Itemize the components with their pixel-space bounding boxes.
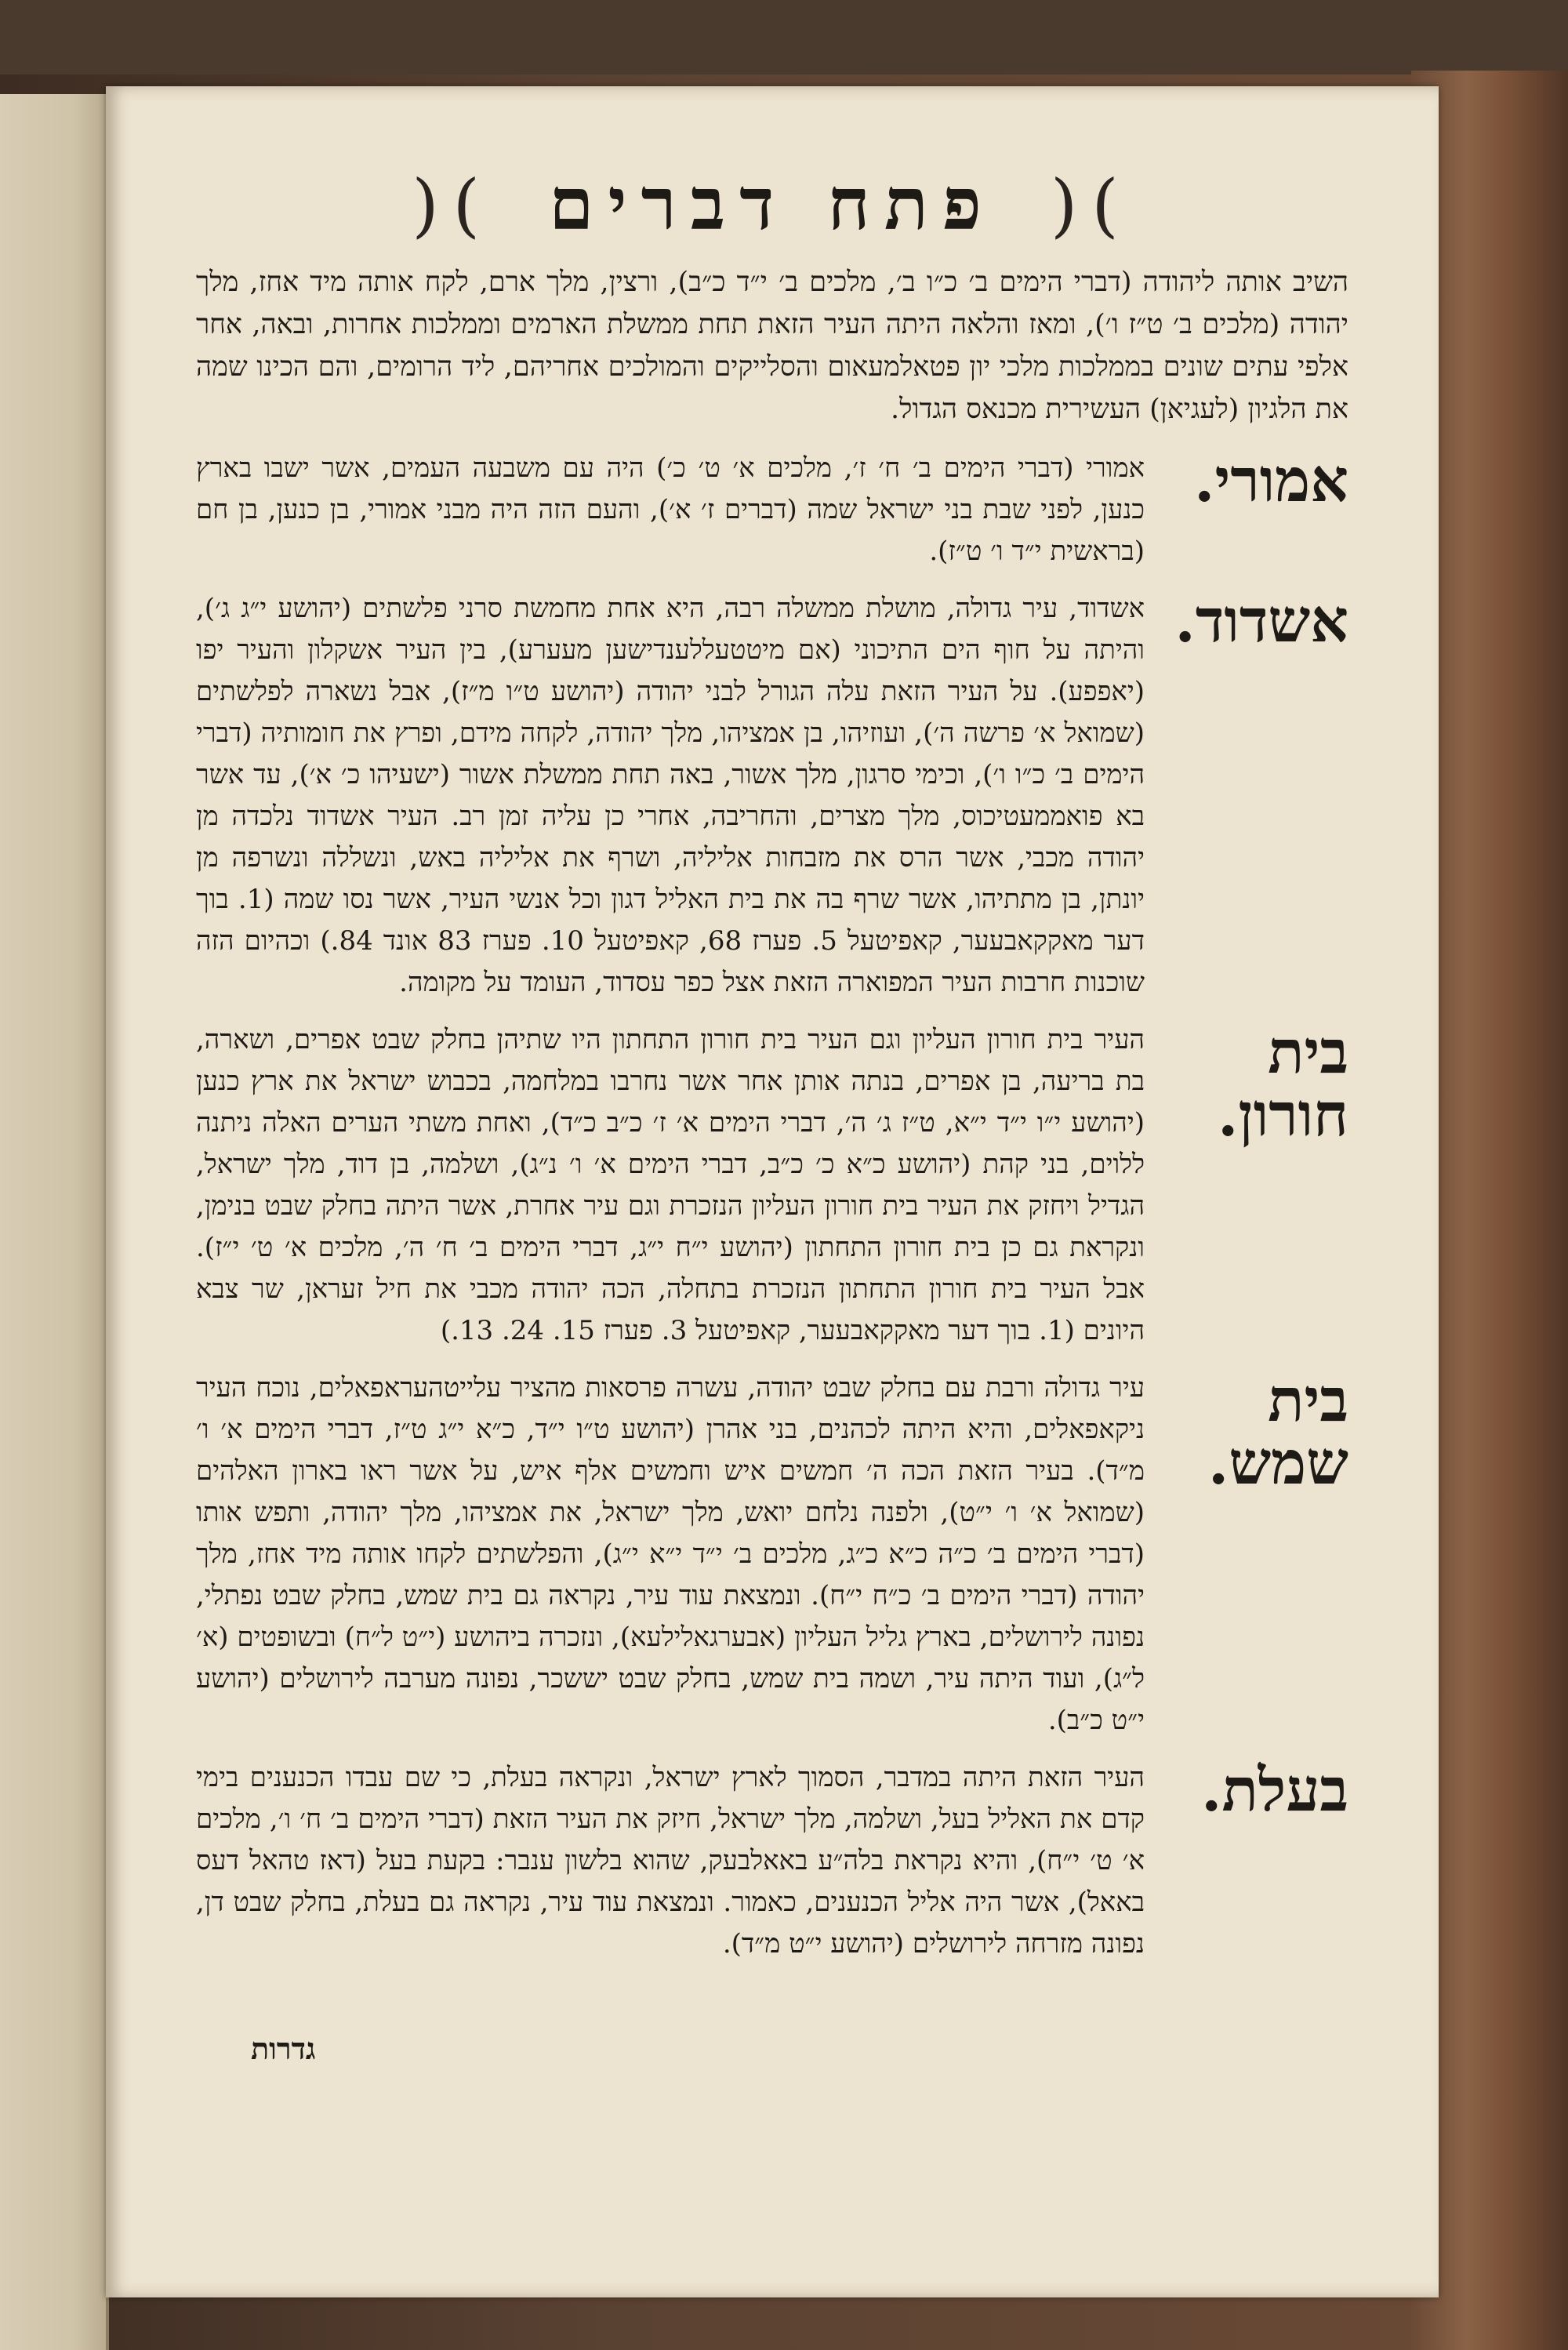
entry-headword: אשדוד.	[1174, 586, 1348, 656]
entry-body: אמורי (דברי הימים ב׳ ח׳ ז׳, מלכים א׳ ט׳ כ׳) היה עם משבעה העמים, אשר ישבו בארץ כנען, לפני שבת בני ישראל שמה (דברים ז׳ א׳), והעם הזה היה מבני אמורי, בן כנען, בן חם (בראשית י״ד ו׳ ט״ז).	[196, 452, 1145, 568]
entry-body: העיר הזאת היתה במדבר, הסמוך לארץ ישראל, ונקראה בעלת, כי שם עבדו הכנענים בימי קדם את האליל בעל, ושלמה, מלך ישראל, חיזק את העיר הזאת (דברי הימים ב׳ ח׳ ו׳, מלכים א׳ ט׳ י״ח), והיא נקראת בלה״ע באאלבעק, שהוא בלשון ענבר: בקעת בעל (דאז טהאל דעס באאל), אשר היה אליל הכנענים, כאמור. ונמצאת עוד עיר, נקראה גם בעלת, בחלק שבט דן, נפונה מזרחה לירושלים (יהושע י״ט מ״ד).	[196, 1762, 1145, 1960]
entry-body: אשדוד, עיר גדולה, מושלת ממשלה רבה, היא אחת מחמשת סרני פלשתים (יהושע י״ג ג׳), והיתה על חוף הים התיכוני (אם מיטטעללענדישען מעערע), בין העיר אשקלון והעיר יפו (יאפפע). על העיר הזאת עלה הגורל לבני יהודה (יהושע ט״ו מ״ז), אבל נשארה לפלשתים (שמואל א׳ פרשה ה׳), ועוזיהו, בן אמציהו, מלך יהודה, לקחה מידם, ופרץ את חומותיה (דברי הימים ב׳ כ״ו ו׳), וכימי סרגון, מלך אשור, באה תחת ממשלת אשור (ישעיהו כ׳ א׳), עד אשר בא פואממעטיכוס, מלך מצרים, והחריבה, אחרי כן עליה זמן רב. העיר אשדוד נלכדה מן יהודה מכבי, אשר הרס את מזבחות אליליה, ושרף את אליליה באש, ונשללה ונשרפה מן יונתן, בן מתתיהו, אשר שרף בה את בית האליל דגון וכל אנשי העיר, אשר נסו שמה (1. בוך דער מאקקאבעער, קאפיטעל 5. פערז 68, קאפיטעל 10. פערז 83 אונד 84.) וכהיום הזה שוכנות חרבות העיר המפוארה הזאת אצל כפר עסדוד, העומד על מקומה.	[196, 593, 1145, 999]
catchword: גדרות	[251, 2031, 316, 2066]
entry-headword: בית שמש.	[1207, 1365, 1348, 1498]
page-title: פתח דברים	[549, 162, 996, 246]
title-ornament-left: )(	[412, 165, 494, 245]
entry-body: עיר גדולה ורבת עם בחלק שבט יהודה, עשרה פרסאות מהציר עלייטהעראפאלים, נוכח העיר ניקאפאלים, והיא היתה לכהנים, בני אהרן (יהושע ט״ו י״ד, כ״א י״ג ט״ז, דברי הימים א׳ ו׳ מ״ד). בעיר הזאת הכה ה׳ חמשים איש וחמשים אלף איש, על אשר ראו בארון האלהים (שמואל א׳ ו׳ י״ט), ולפנה נלחם יואש, מלך ישראל, את אמציהו, מלך יהודה, ותפש אותו (דברי הימים ב׳ כ״ה כ״א כ״ג, מלכים ב׳ י״ד י״א י״ג), והפלשתים לקחו אותה מיד אחז, מלך יהודה (דברי הימים ב׳ כ״ח י״ח). ונמצאת עוד עיר, נקראה גם בית שמש, בחלק שבט נפתלי, נפונה לירושלים, בארץ גליל העליון (אבערגאלילעא), ונזכרה ביהושע (י״ט ל״ח) ובשופטים (א׳ ל״ג), ועוד היתה עיר, ושמה בית שמש, בחלק שבט יששכר, נפונה מערבה לירושלים (יהושע י״ט כ״ב).	[196, 1372, 1145, 1737]
entry-beit-shemesh	[196, 1365, 1348, 1742]
page-title-row	[196, 161, 1348, 247]
entry-beit-horon	[196, 1019, 1348, 1352]
entry-baalat	[196, 1757, 1348, 1965]
entry-headword: בעלת.	[1201, 1755, 1348, 1825]
entry-emori	[196, 445, 1348, 572]
title-ornament-right: )(	[1051, 165, 1133, 245]
entry-ashdod	[196, 588, 1348, 1004]
intro-paragraph: השיב אותה ליהודה (דברי הימים ב׳ כ״ו ב׳, מלכים ב׳ י״ד כ״ב), ורצין, מלך ארם, לקח אותה מיד אחז, מלך יהודה (מלכים ב׳ ט״ז ו׳), ומאז והלאה היתה העיר הזאת תחת ממשלת הארמים וממלכות אחרות, ובאה, אחר אלפי עתים שונים בממלכות מלכי יון פטאלמעאום והסלייקים והמולכים אחריהם, ליד הרומים, והם הכינו שמה את הלגיון (לעגיאן) העשירית מכנאס הגדול.	[196, 267, 1348, 426]
entry-headword: בית חורון.	[1217, 1017, 1348, 1150]
page-text-area	[196, 161, 1348, 2082]
entry-body: העיר בית חורון העליון וגם העיר בית חורון התחתון היו שתיהן בחלק שבט אפרים, ושארה, בת בריעה, בן אפרים, בנתה אותן אחר אשר נחרבו במלחמה, בכבוש ישראל את ארץ כנען (יהושע י״ו י״ד י״א, ט״ז ג׳ ה׳, דברי הימים א׳ ז׳ כ״ב כ״ד), ואחת משתי הערים האלה ניתנה ללוים, בני קהת (יהושע כ״א כ׳ כ״ב, דברי הימים א׳ ו׳ נ״ג), ושלמה, בן דוד, מלך ישראל, הגדיל ויחזק את העיר בית חורון העליון הנזכרת וגם עיר אחרת, אשר היתה בחלק שבט בנימן, ונקראת גם כן בית חורון התחתון (יהושע י״ח י״ג, דברי הימים ב׳ ח׳ ה׳, מלכים א׳ ט׳ י״ז). אבל העיר בית חורון התחתון הנזכרת בתחלה, הכה יהודה מכבי את חיל זעראן, שר צבא היונים (1. בוך דער מאקקאבעער, קאפיטעל 3. פערז 15. 24. 13.)	[196, 1024, 1145, 1347]
entry-headword: אמורי.	[1193, 445, 1348, 516]
book-page	[106, 86, 1439, 2297]
left-page-edge	[0, 94, 109, 2350]
